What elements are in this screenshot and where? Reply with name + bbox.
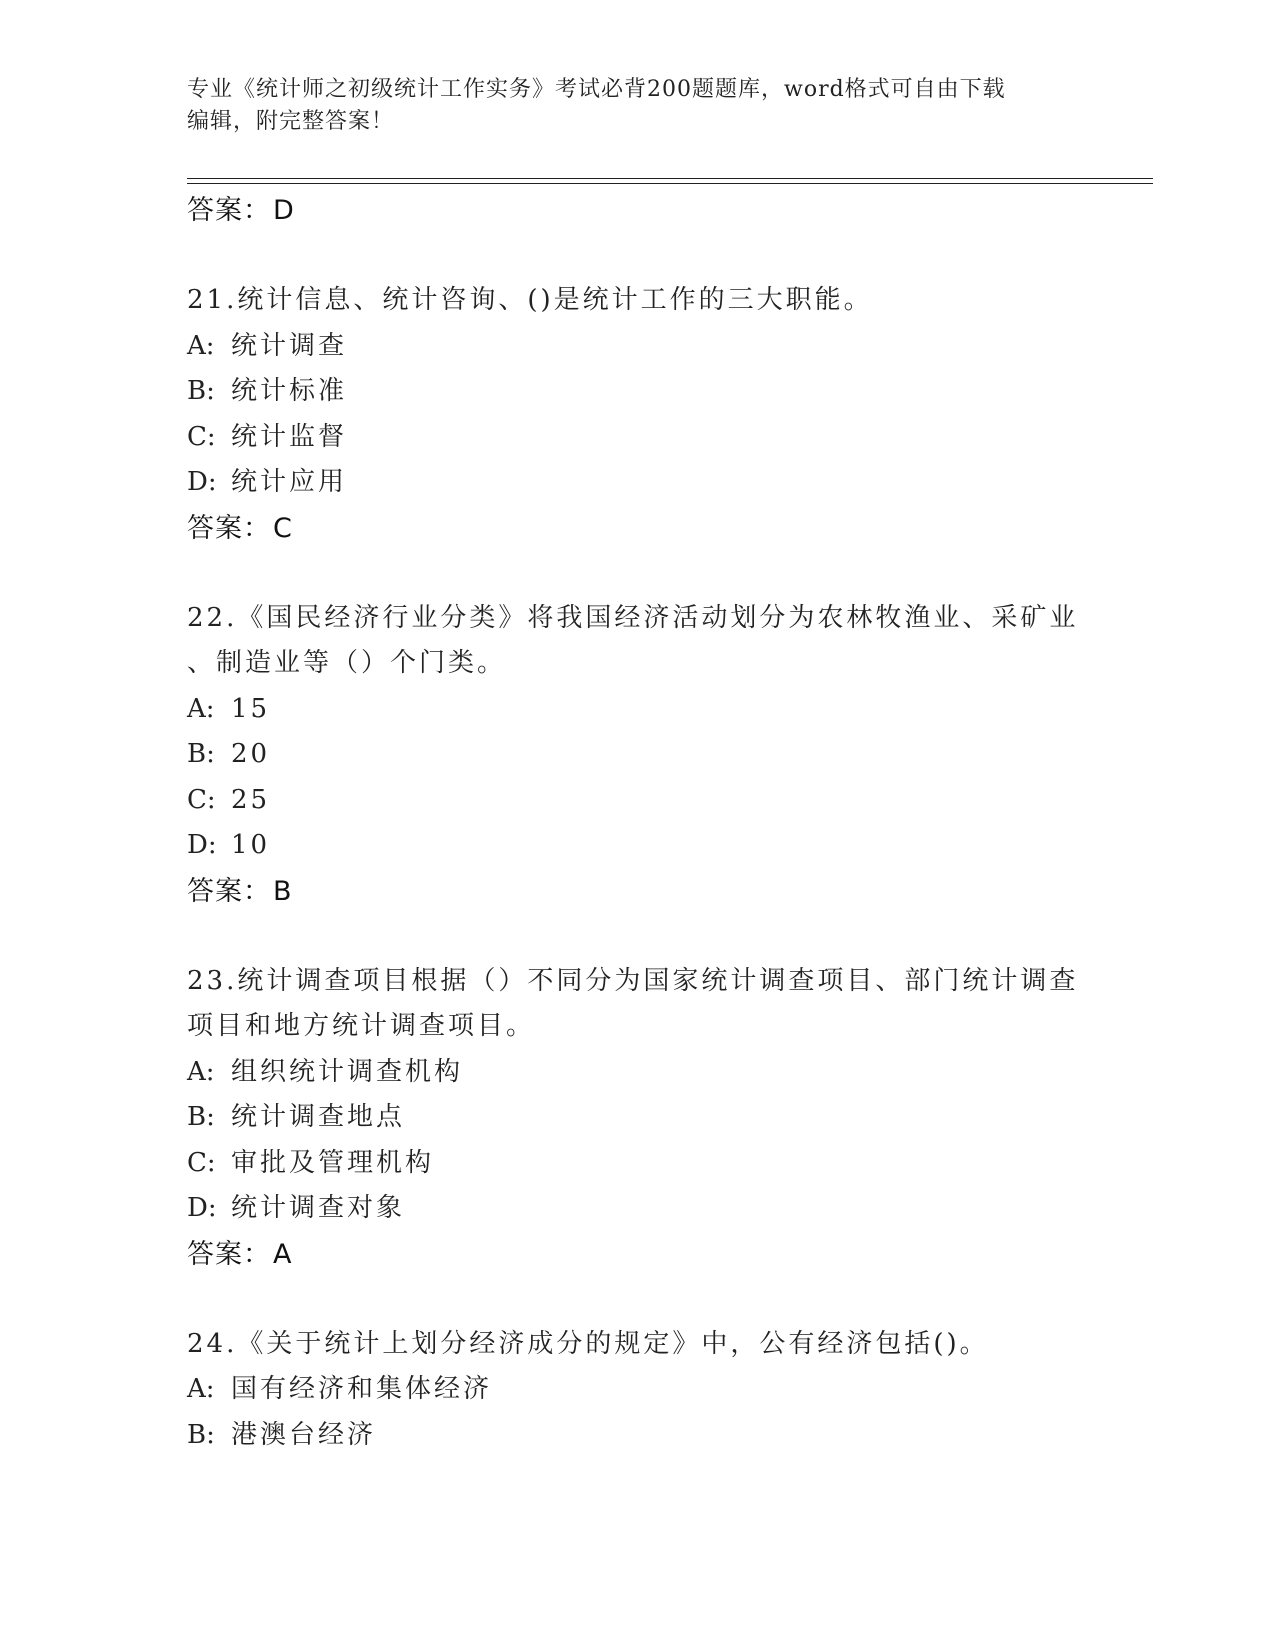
option-label: B: — [187, 1419, 215, 1450]
option-text: 统计监督 — [231, 421, 348, 452]
option-text: 统计标准 — [231, 376, 348, 406]
option-label: A: — [187, 693, 215, 724]
option-b — [187, 369, 1107, 415]
option-text: 组织统计调查机构 — [231, 1056, 464, 1087]
option-text: 统计调查对象 — [231, 1193, 406, 1223]
option-text: 25 — [231, 784, 271, 815]
header-rule-bottom — [187, 183, 1153, 184]
header-rule-top — [187, 178, 1153, 179]
answer-line — [187, 1232, 1107, 1278]
question-21 — [187, 278, 1107, 552]
option-d — [187, 460, 1107, 506]
answer-value: D — [273, 195, 295, 226]
option-d — [187, 823, 1107, 869]
question-text: 23.统计调查项目根据（）不同分为国家统计调查项目、部门统计调查 — [187, 965, 1079, 996]
option-b — [187, 732, 1107, 778]
option-b — [187, 1095, 1107, 1141]
question-text: 22.《国民经济行业分类》将我国经济活动划分为农林牧渔业、采矿业 — [187, 602, 1079, 633]
spacer — [187, 1278, 1107, 1322]
question-text-cont: 、制造业等（）个门类。 — [187, 648, 507, 678]
spacer — [187, 234, 1107, 278]
option-label: C: — [187, 1147, 216, 1178]
header-line-1: 专业《统计师之初级统计工作实务》考试必背200题题库，word格式可自由下载 — [187, 77, 1006, 102]
option-text: 10 — [231, 830, 271, 860]
option-text: 统计调查地点 — [231, 1102, 406, 1132]
spacer — [187, 552, 1107, 596]
option-d — [187, 1186, 1107, 1232]
option-label: C: — [187, 784, 216, 815]
answer-label: 答案： — [187, 195, 271, 226]
option-label: D: — [187, 467, 217, 497]
question-24 — [187, 1322, 1107, 1459]
option-c — [187, 415, 1107, 461]
answer-line — [187, 869, 1107, 915]
option-a — [187, 1050, 1107, 1096]
answer-label: 答案： — [187, 1238, 271, 1270]
option-label: B: — [187, 739, 215, 769]
option-label: B: — [187, 376, 215, 406]
answer-label: 答案： — [187, 512, 271, 544]
option-a — [187, 324, 1107, 370]
question-23 — [187, 959, 1107, 1278]
question-text: 21.统计信息、统计咨询、()是统计工作的三大职能。 — [187, 285, 873, 315]
question-22 — [187, 596, 1107, 915]
answer-line — [187, 506, 1107, 552]
option-text: 20 — [231, 739, 271, 769]
option-a — [187, 687, 1107, 733]
option-label: C: — [187, 421, 216, 452]
answer-label: 答案： — [187, 875, 271, 907]
option-a — [187, 1367, 1107, 1413]
option-text: 港澳台经济 — [231, 1419, 377, 1450]
option-label: A: — [187, 1374, 215, 1404]
header-line-2: 编辑，附完整答案！ — [187, 109, 395, 134]
question-list — [187, 188, 1107, 1458]
option-text: 审批及管理机构 — [231, 1147, 435, 1178]
option-label: A: — [187, 1056, 215, 1087]
option-text: 15 — [231, 693, 271, 724]
answer-value: C — [273, 512, 293, 544]
document-header — [187, 74, 1087, 138]
option-label: A: — [187, 330, 215, 361]
option-label: D: — [187, 1193, 217, 1223]
option-b — [187, 1413, 1107, 1459]
option-label: D: — [187, 830, 217, 860]
answer-value: A — [273, 1238, 293, 1270]
question-text: 24.《关于统计上划分经济成分的规定》中，公有经济包括()。 — [187, 1328, 989, 1359]
answer-line — [187, 188, 1107, 234]
option-text: 国有经济和集体经济 — [231, 1374, 493, 1404]
option-label: B: — [187, 1102, 215, 1132]
option-text: 统计调查 — [231, 330, 348, 361]
question-text-cont: 项目和地方统计调查项目。 — [187, 1011, 536, 1041]
option-c — [187, 778, 1107, 824]
answer-value: B — [273, 875, 293, 907]
option-text: 统计应用 — [231, 467, 348, 497]
option-c — [187, 1141, 1107, 1187]
spacer — [187, 915, 1107, 959]
